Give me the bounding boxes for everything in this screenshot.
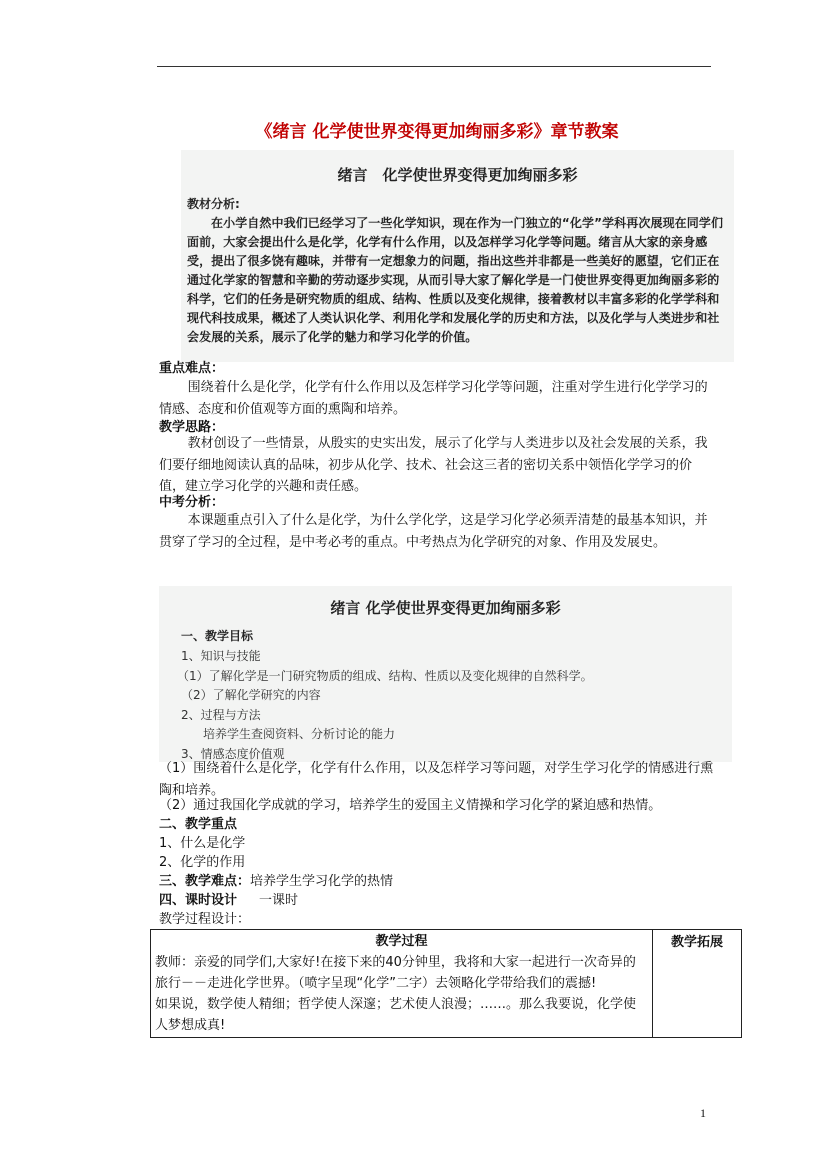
- teaching-idea-heading: 教学思路：: [159, 420, 225, 435]
- process-text-2: 如果说，数学使人精细；哲学使人深邃；艺术使人浪漫；……。那么我要说，化学使人梦想成真!: [155, 997, 637, 1033]
- textbook-analysis-image: [181, 150, 734, 362]
- key-points-heading: 重点难点：: [159, 361, 225, 376]
- exam-analysis-text: 本课题重点引入了什么是化学，为什么学化学，这是学习化学必须弄清楚的最基本知识，并贯穿了学习的全过程，是中考必考的重点。中考热点为化学研究的对象、作用及发展史。: [159, 513, 708, 550]
- document-title: 《绪言 化学使世界变得更加绚丽多彩》章节教案: [255, 122, 619, 142]
- section4-line: [159, 891, 298, 911]
- section2-item: 2、化学的作用: [159, 855, 246, 870]
- goal-line: 培养学生查阅资料、分析讨论的能力: [203, 727, 396, 741]
- extension-cell: [653, 930, 742, 1038]
- goal-line: 2、过程与方法: [181, 707, 261, 722]
- image1-heading: 教材分析:: [187, 197, 240, 211]
- goal-line: （1）了解化学是一门研究物质的组成、结构、性质以及变化规律的自然科学。: [177, 668, 593, 683]
- exam-analysis-heading: 中考分析：: [159, 495, 225, 510]
- attitude-item-2: （2）通过我国化学成就的学习，培养学生的爱国主义情操和学习化学的紧迫感和热情。: [159, 798, 662, 813]
- section3-heading: 三、教学难点：: [159, 874, 251, 889]
- image1-paragraph: 在小学自然中我们已经学习了一些化学知识，现在作为一门独立的“化学”学科再次展现在同学们面前，大家会提出什么是化学，化学有什么作用，以及怎样学习化学等问题。绪言从大家的亲身感受，提出了很多饶有趣味，并带有一定想象力的问题，指出这些并非都是一些美好的愿望，它们正在通过化学家的智慧和辛勤的劳动逐步实现，从而引导大家了解化学是一门使世界变得更加绚丽多彩的科学，它们的任务是研究物质的组成、结构、性质以及变化规律，接着教材以丰富多彩的化学学科和现代科技成果，概述了人类认识化学、利用化学和发展化学的历史和方法，以及化学与人类进步和社会发展的关系，展示了化学的魅力和学习化学的价值。: [187, 216, 724, 344]
- section4-heading: 四、课时设计: [159, 893, 238, 908]
- section2-item: 1、什么是化学: [159, 836, 246, 851]
- teaching-idea-text: 教材创设了一些情景，从殷实的史实出发，展示了化学与人类进步以及社会发展的关系，我们要仔细地阅读认真的品味，初步从化学、技术、社会这三者的密切关系中领悟化学学习的价值，建立学习化学的兴趣和责任感。: [159, 436, 708, 494]
- goal-line: 3、情感态度价值观: [181, 746, 285, 761]
- section4-text: 一课时: [259, 893, 299, 908]
- teaching-process-table: [150, 929, 742, 1038]
- page-number: 1: [700, 1106, 706, 1120]
- section3-line: [159, 872, 393, 892]
- section2-heading: 二、教学重点: [159, 817, 238, 832]
- image1-title: 绪言 化学使世界变得更加绚丽多彩: [337, 166, 578, 184]
- col-side-header: 教学拓展: [671, 935, 724, 950]
- process-text-1: 教师：亲爱的同学们,大家好!在接下来的40分钟里，我将和大家一起进行一次奇异的旅行－－走进化学世界。（喷字呈现“化学”二字）去领略化学带给我们的震撼!: [155, 955, 636, 991]
- goal-line: 1、知识与技能: [181, 649, 261, 663]
- col-main-header: 教学过程: [375, 934, 428, 949]
- process-label: 教学过程设计：: [159, 912, 251, 927]
- goal-line: （2）了解化学研究的内容: [181, 688, 321, 702]
- teaching-goals-image: [159, 586, 732, 762]
- header-rule: [157, 66, 711, 67]
- image2-title: 绪言 化学使世界变得更加绚丽多彩: [330, 599, 561, 617]
- process-cell: [151, 930, 653, 1038]
- key-points-text: 围绕着什么是化学，化学有什么作用以及怎样学习化学等问题，注重对学生进行化学学习的情感、态度和价值观等方面的熏陶和培养。: [159, 380, 708, 417]
- goals-heading: 一、教学目标: [181, 629, 254, 643]
- attitude-item-1: （1）围绕着什么是化学，化学有什么作用，以及怎样学习等问题，对学生学习化学的情感进行熏陶和培养。: [159, 761, 714, 798]
- section3-text: 培养学生学习化学的热情: [250, 874, 394, 889]
